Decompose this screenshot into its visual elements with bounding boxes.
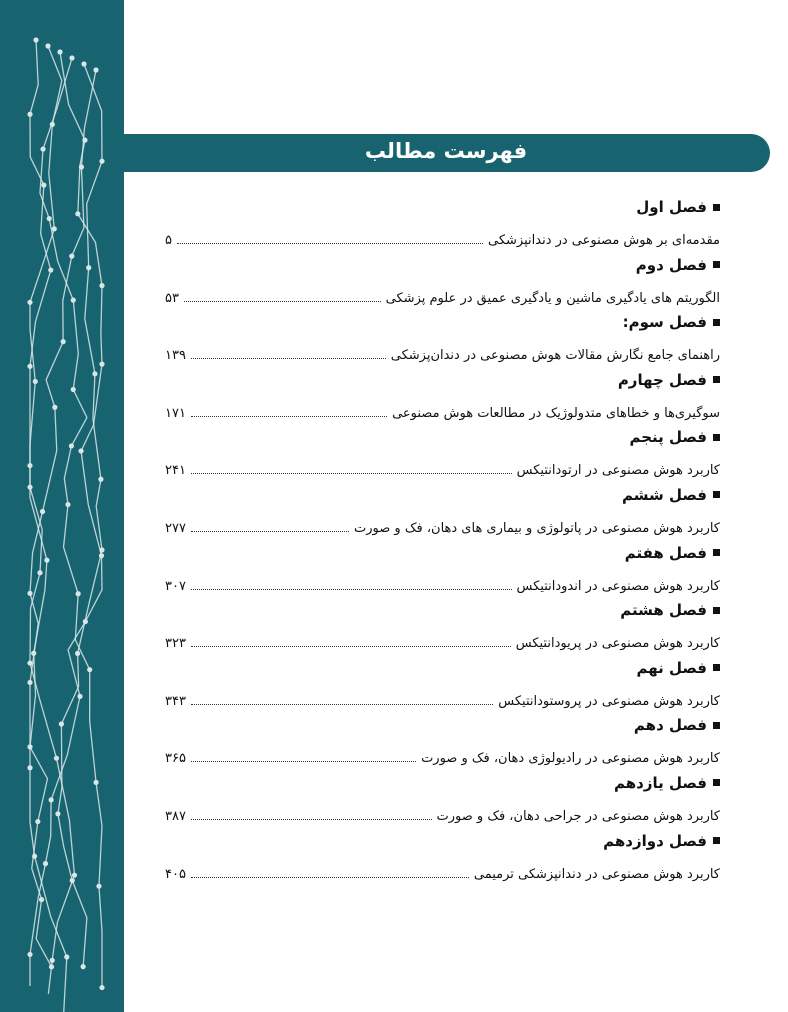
circuit-node — [93, 67, 98, 72]
circuit-node — [72, 873, 77, 878]
dot-leader — [191, 761, 416, 762]
chapter-heading — [636, 659, 720, 677]
toc-entry[interactable] — [165, 403, 720, 421]
circuit-pattern-icon — [0, 0, 124, 1012]
toc-chapter — [165, 369, 720, 427]
circuit-node — [50, 958, 55, 963]
circuit-node — [79, 164, 84, 169]
page-number: ۲۷۷ — [165, 520, 186, 536]
circuit-node — [27, 952, 32, 957]
circuit-node — [78, 448, 83, 453]
circuit-node — [61, 339, 66, 344]
entry-title: کاربرد هوش مصنوعی در دندانپزشکی ترمیمی — [473, 866, 720, 882]
toc-entry[interactable] — [165, 288, 720, 306]
circuit-node — [77, 694, 82, 699]
square-bullet-icon — [713, 434, 720, 441]
toc-chapter — [165, 599, 720, 657]
entry-title: مقدمه‌ای بر هوش مصنوعی در دندانپزشکی — [488, 233, 720, 248]
page-number: ۵۳ — [165, 290, 179, 306]
circuit-node — [65, 502, 70, 507]
chapter-title: فصل ششم — [622, 485, 707, 504]
circuit-node — [27, 485, 32, 490]
chapter-heading — [618, 371, 720, 389]
chapter-title: فصل هفتم — [624, 543, 707, 562]
dot-leader — [177, 243, 483, 244]
circuit-node — [39, 897, 44, 902]
circuit-node — [98, 477, 103, 482]
circuit-node — [99, 547, 104, 552]
circuit-node — [44, 558, 49, 563]
circuit-node — [57, 49, 62, 54]
chapter-title: فصل نهم — [636, 658, 707, 677]
dot-leader — [191, 819, 432, 820]
square-bullet-icon — [713, 549, 720, 556]
circuit-node — [71, 387, 76, 392]
decorative-sidebar — [0, 0, 124, 1012]
circuit-node — [49, 797, 54, 802]
toc-chapter — [165, 426, 720, 484]
dot-leader — [191, 704, 493, 705]
page-number: ۳۲۳ — [165, 636, 186, 652]
page-number: ۱۷۱ — [165, 405, 186, 421]
circuit-node — [48, 267, 53, 272]
toc-chapter — [165, 484, 720, 542]
chapter-heading — [634, 716, 720, 734]
square-bullet-icon — [713, 607, 720, 614]
chapter-title: فصل هشتم — [620, 601, 707, 620]
entry-title: الگوریتم های یادگیری ماشین و یادگیری عمیق در علوم پزشکی — [385, 290, 720, 306]
toc-chapter — [165, 196, 720, 254]
chapter-title: فصل یازدهم — [614, 773, 707, 792]
circuit-node — [75, 651, 80, 656]
chapter-heading — [620, 601, 720, 619]
circuit-node — [27, 680, 32, 685]
chapter-title: فصل دهم — [633, 716, 707, 735]
entry-title: کاربرد هوش مصنوعی در پاتولوژی و بیماری های دهان، فک و صورت — [354, 520, 720, 536]
entry-title: کاربرد هوش مصنوعی در ارتودانتیکس — [516, 463, 720, 479]
circuit-node — [69, 443, 74, 448]
circuit-node — [54, 756, 59, 761]
square-bullet-icon — [713, 261, 720, 268]
table-of-contents — [165, 196, 720, 887]
circuit-node — [93, 780, 98, 785]
circuit-node — [69, 254, 74, 259]
circuit-node — [55, 811, 60, 816]
dot-leader — [191, 646, 511, 647]
circuit-node — [37, 570, 42, 575]
circuit-node — [33, 379, 38, 384]
circuit-node — [92, 371, 97, 376]
chapter-heading — [623, 313, 720, 331]
toc-chapter — [165, 830, 720, 888]
toc-entry[interactable] — [165, 864, 720, 882]
toc-entry[interactable] — [165, 576, 720, 594]
square-bullet-icon — [713, 376, 720, 383]
circuit-node — [96, 884, 101, 889]
entry-title: کاربرد هوش مصنوعی در پریودانتیکس — [515, 636, 720, 652]
circuit-node — [59, 721, 64, 726]
entry-title: سوگیری‌ها و خطاهای متدولوژیک در مطالعات هوش مصنوعی — [392, 405, 720, 421]
circuit-node — [27, 112, 32, 117]
chapter-heading — [603, 832, 720, 850]
dot-leader — [191, 531, 349, 532]
circuit-node — [41, 183, 46, 188]
circuit-node — [99, 362, 104, 367]
page-number: ۴۰۵ — [165, 866, 186, 882]
square-bullet-icon — [713, 837, 720, 844]
toc-chapter — [165, 254, 720, 312]
page-title: فهرست مطالب — [364, 139, 528, 163]
toc-entry[interactable] — [165, 460, 720, 478]
page-number: ۲۴۱ — [165, 463, 186, 479]
circuit-node — [52, 405, 57, 410]
toc-chapter — [165, 714, 720, 772]
toc-chapter — [165, 542, 720, 600]
circuit-node — [99, 985, 104, 990]
chapter-title: فصل دوازدهم — [603, 831, 707, 850]
circuit-node — [47, 216, 52, 221]
circuit-node — [45, 43, 50, 48]
circuit-node — [76, 591, 81, 596]
toc-entry[interactable] — [165, 633, 720, 651]
page-number: ۳۴۳ — [165, 693, 186, 709]
square-bullet-icon — [713, 722, 720, 729]
circuit-node — [27, 765, 32, 770]
entry-title: کاربرد هوش مصنوعی در پروستودانتیکس — [498, 693, 720, 709]
toc-chapter — [165, 772, 720, 830]
chapter-heading — [636, 256, 720, 274]
circuit-trace — [58, 64, 102, 967]
dot-leader — [191, 358, 386, 359]
chapter-heading — [622, 486, 720, 504]
circuit-node — [75, 211, 80, 216]
circuit-node — [81, 61, 86, 66]
circuit-node — [27, 591, 32, 596]
chapter-title: فصل پنجم — [629, 428, 707, 447]
toc-entry[interactable] — [165, 518, 720, 536]
toc-entry[interactable] — [165, 748, 720, 766]
circuit-node — [99, 283, 104, 288]
circuit-node — [64, 954, 69, 959]
circuit-node — [40, 146, 45, 151]
chapter-title: فصل چهارم — [617, 370, 707, 389]
entry-title: کاربرد هوش مصنوعی در اندودانتیکس — [516, 578, 720, 594]
toc-chapter — [165, 311, 720, 369]
circuit-node — [52, 226, 57, 231]
circuit-node — [87, 667, 92, 672]
circuit-node — [86, 265, 91, 270]
entry-title: کاربرد هوش مصنوعی در رادیولوژی دهان، فک و صورت — [421, 751, 720, 767]
dot-leader — [191, 877, 469, 878]
circuit-node — [71, 298, 76, 303]
dot-leader — [191, 473, 512, 474]
circuit-node — [81, 964, 86, 969]
dot-leader — [191, 416, 387, 417]
square-bullet-icon — [713, 204, 720, 211]
chapter-title: فصل سوم: — [622, 313, 707, 332]
circuit-trace — [30, 70, 96, 1012]
square-bullet-icon — [713, 319, 720, 326]
circuit-node — [27, 364, 32, 369]
chapter-heading — [625, 544, 720, 562]
toc-chapter — [165, 657, 720, 715]
dot-leader — [191, 589, 512, 590]
chapter-title: فصل دوم — [635, 255, 707, 274]
circuit-node — [40, 509, 45, 514]
toc-entry[interactable] — [165, 230, 720, 248]
dot-leader — [184, 301, 381, 302]
circuit-node — [35, 819, 40, 824]
circuit-node — [27, 300, 32, 305]
page-number: ۳۸۷ — [165, 808, 186, 824]
circuit-node — [70, 878, 75, 883]
circuit-node — [99, 159, 104, 164]
toc-entry[interactable] — [165, 691, 720, 709]
square-bullet-icon — [713, 779, 720, 786]
entry-title: راهنمای جامع نگارش مقالات هوش مصنوعی در دندان‌پزشکی — [390, 348, 720, 364]
page-number: ۱۳۹ — [165, 348, 186, 364]
circuit-node — [32, 854, 37, 859]
chapter-title: فصل اول — [636, 198, 707, 216]
circuit-node — [69, 55, 74, 60]
page-number: ۵ — [165, 233, 172, 248]
page-number: ۳۶۵ — [165, 751, 186, 767]
title-banner — [122, 134, 770, 172]
chapter-heading — [629, 428, 720, 446]
circuit-node — [33, 37, 38, 42]
toc-entry[interactable] — [165, 806, 720, 824]
page-number: ۳۰۷ — [165, 578, 186, 594]
circuit-node — [43, 861, 48, 866]
square-bullet-icon — [713, 491, 720, 498]
toc-entry[interactable] — [165, 345, 720, 363]
entry-title: کاربرد هوش مصنوعی در جراحی دهان، فک و صورت — [436, 808, 720, 824]
chapter-heading — [636, 198, 720, 216]
chapter-heading — [614, 774, 720, 792]
square-bullet-icon — [713, 664, 720, 671]
